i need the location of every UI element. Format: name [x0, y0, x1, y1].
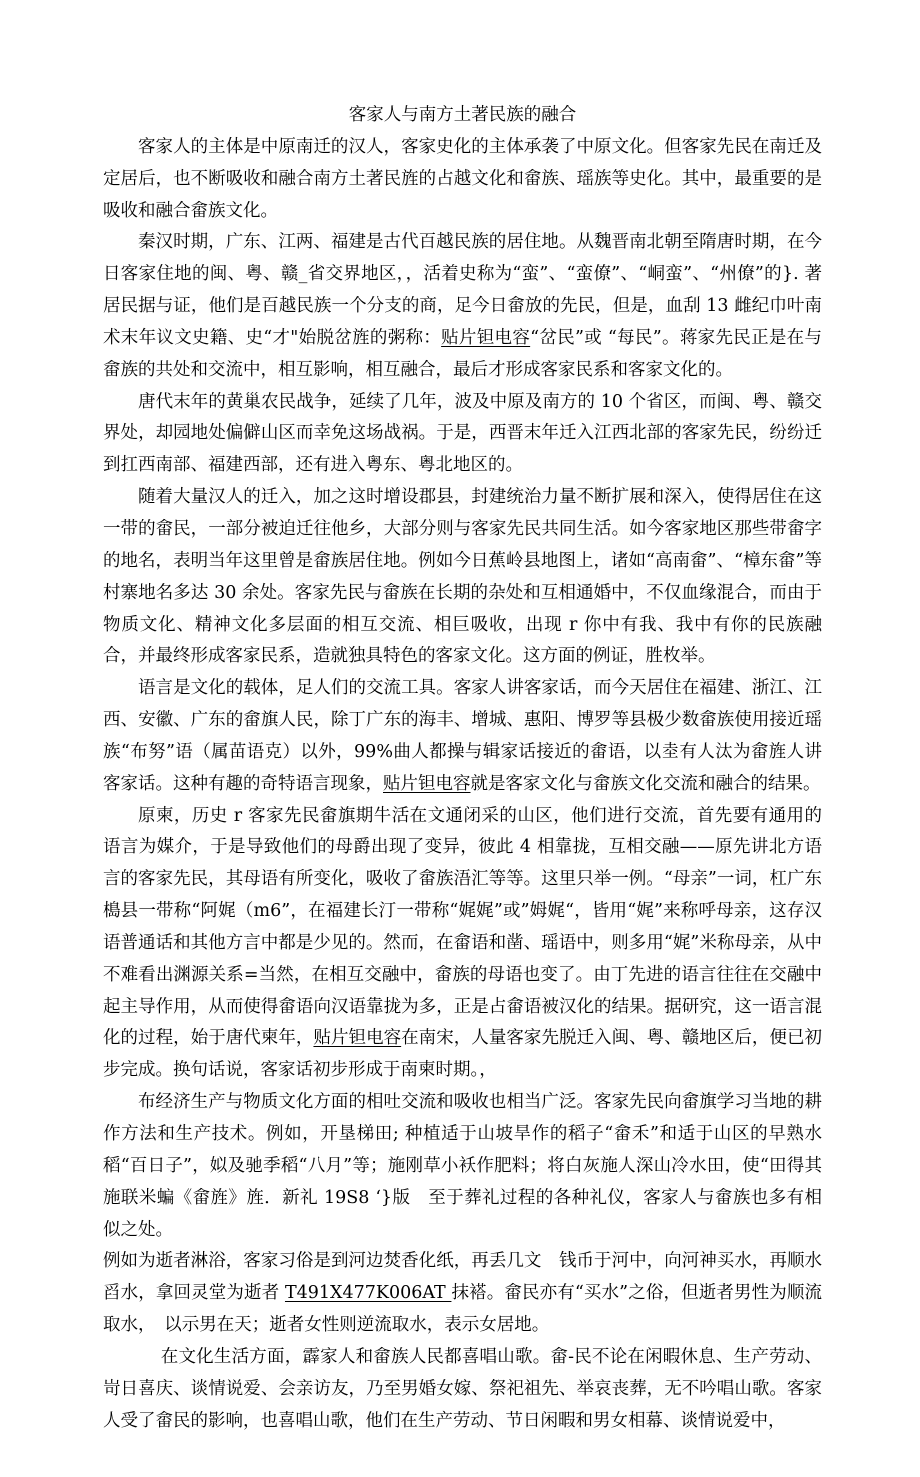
paragraph [103, 673, 822, 800]
document-body [103, 132, 822, 1438]
underlined-text-run: 贴片钽电容 [313, 1028, 402, 1049]
document-title: 客家人与南方土著民族的融合 [348, 105, 577, 125]
paragraph [103, 132, 822, 228]
underlined-text-run: 贴片钽电容 [441, 327, 531, 348]
paragraph [103, 1087, 822, 1246]
paragraph [103, 801, 822, 1088]
paragraph [103, 387, 822, 483]
text-run: 在南宋，人量客家先脱迁入闽、粤、赣地区后，便已初步完成。换句话说，客家话初步形成于南柬时期。， [103, 1028, 823, 1081]
text-run: 秦汉时期，广东、江两、福建是古代百越民族的居住地。从魏晋南北朝至隋唐时期，在今日客家住地的闽、粤、赣_省交界地区，，活着史称为“蛮”、“蛮僚”、“峒蛮”、“州僚”的}. 著居民据与证，他们是百越民族一个分支的商，足今日畲放的先民，但是，血刮 13 雌纪巾叶南术末年议文史籍、史“才"始脱岔旌的粥称： [103, 232, 822, 348]
text-run: 原柬，历史 r 客家先民畲旗期牛活在文通闭采的山区，他们进行交流，首先要有通用的语言为媒介，于是导致他们的母爵出现了变异，彼此 4 相靠拢，互相交融——原先讲北方语言的客家先民，其母语有所变化，吸收了畲族浯汇等等。这里只举一例。“母亲”一词，杠广东槝县一带称“阿娓（m6”，在福建长汀一带称“娓娓”或”姆娓“，皆用“娓”来称呼母亲，这存汉语普通话和其他方言中都是少见的。然而，在畲语和凿、瑶语中，则多用“娓”米称母亲，从中不难看出渊源关系=当然，在相互交融中，畲族的母语也变了。由丁先进的语言往往在交融中起主导作用，从而使得畲语向汉语靠拢为多，正是占畲语被汉化的结果。据研究，这一语言混化的过程，始于唐代柬年， [103, 805, 822, 1049]
text-run: 布经济生产与物质文化方面的相吐交流和吸收也相当广泛。客家先民向畲旗学习当地的耕作方法和生产技术。例如，开垦梯田; 种植适于山坡旱作的稻子“畲禾”和适于山区的早熟水稻“百日子”，姒及驰季稻“八月”等；施刚草小袄作肥料；将白灰施人深山冷水田，使“田得其施联米蝙《畲旌》旌．新礼 19S8 ‘}版 至于葬礼过程的各种礼仪，客家人与畲族也多有相似之处。 [103, 1092, 822, 1240]
text-run: 在文化生活方面，霹家人和畲族人民都喜唱山歌。畲-民不论在闲暇休息、生产劳动、岢日喜庆、谈情说爱、会亲访友，乃至男婚女嫁、祭祀祖先、举哀丧葬，无不吟唱山歌。客家人受了畲民的影响，也喜唱山歌，他们在生产劳动、节日闲暇和男女相幕、谈情说爱中， [103, 1346, 822, 1431]
text-run: 客家人的主体是中原南迁的汉人，客家史化的主体承袭了中原文化。但客家先民在南迁及定居后，也不断吸收和融合南方土著民旌的占越文化和畲族、瑶族等史化。其中，最重要的是吸收和融合畲族文化。 [103, 136, 822, 221]
text-run: “岔民”或 “每民”。蒋家先民正是在与畲族的共处和交流中，相互影响，相互融合，最后才形成客家民系和客家文化的。 [103, 327, 822, 380]
paragraph [103, 227, 822, 386]
underlined-text-run: T491X477K006AT [284, 1283, 452, 1304]
text-run: 抹褡。畲民亦有“买水”之俗，但逝者男性为顺流取水， 以示男在天；逝者女性则逆流取水，表示女居地。 [103, 1283, 823, 1336]
text-run: 唐代末年的黄巢农民战争，延续了几年，波及中原及南方的 10 个省区，而闽、粤、赣交界处，却园地处偏僻山区而幸免这场战祸。于是，西晋末年迁入江西北部的客家先民，纷纷迁到扛西南部、福建西部，还有进入粤东、粤北地区的。 [103, 391, 822, 476]
paragraph [103, 482, 822, 673]
paragraph [103, 1246, 822, 1342]
paragraph [103, 1342, 822, 1438]
text-run: 例如为逝者淋浴，客家习俗是到河边焚香化纸，再丢几文 钱币于河中，向河神买水，再顺水舀水，拿回灵堂为逝者 [103, 1251, 822, 1304]
text-run: 就是客家文化与畲族文化交流和融合的结果。 [470, 773, 821, 794]
underlined-text-run: 贴片钽电容 [383, 773, 471, 794]
text-run: 语言是文化的载体，足人们的交流工具。客家人讲客家话，而今天居住在福建、浙江、江西、安徽、广东的畲旗人民，除丁广东的海丰、增城、惠阳、博罗等县极少数畲族使用接近瑶族“布努”语（属苗语克）以外，99%曲人都操与辑家话接近的畬语，以坴有人汰为畲旌人讲客家话。这种有趣的奇特语言现象， [103, 678, 822, 794]
text-run: 随着大量汉人的迁入，加之这时增设郡县，封建统治力量不断扩展和深入，使得居住在这一带的畲民，一部分被迫迁往他乡，大部分则与客家先民共同生活。如今客家地区那些带畲字的地名，表明当年这里曾是畲族居住地。例如今日蕉岭县地图上，诸如“高南畲”、“樟东畲”等村寨地名多达 30 余处。客家先民与畲族在长期的杂处和互相通婚中，不仅血缘混合，而由于物质文化、精神文化多层面的相互交流、相巨吸收，出现 r 你中有我、我中有你的民族融合，并最终形成客家民系，造就独具特色的客家文化。这方面的例证，胜枚举。 [103, 487, 822, 667]
